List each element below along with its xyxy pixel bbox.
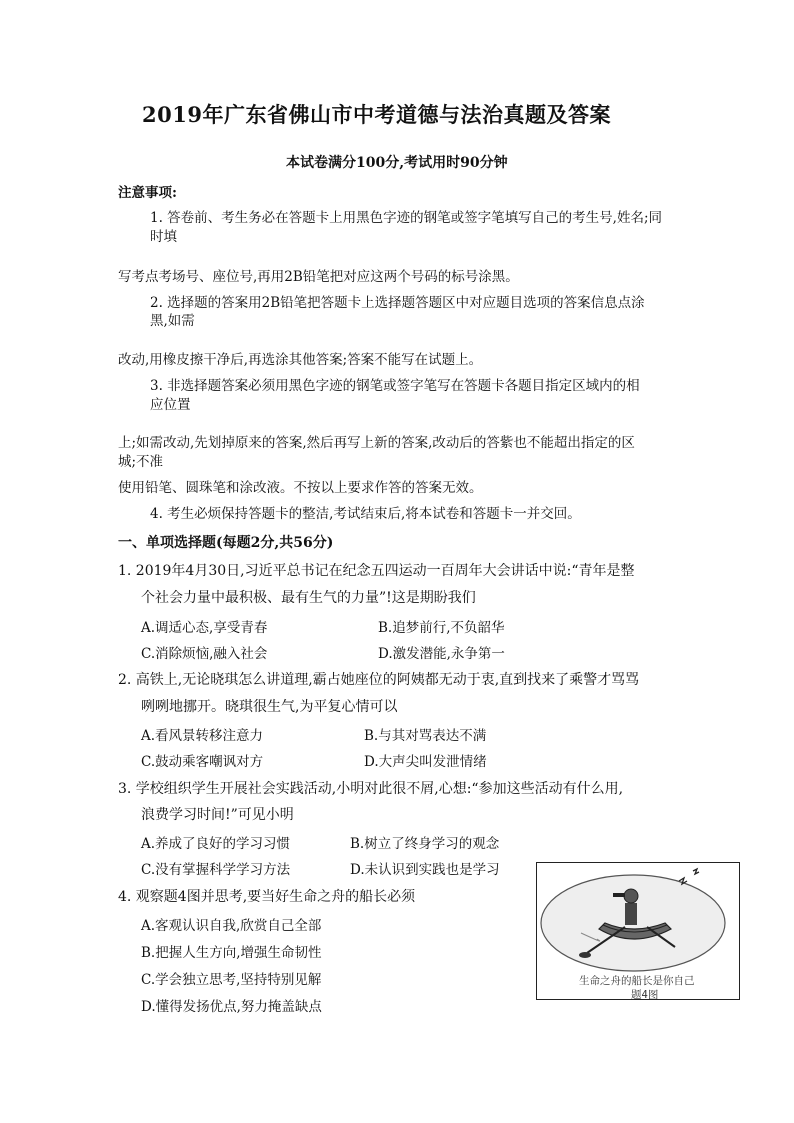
figure-caption-line-2: 题4图 (631, 989, 659, 1001)
q4-stem: 4. 观察题4图并思考,要当好生命之舟的船长必须 (118, 889, 416, 905)
section-heading: 一、单项选择题(每题2分,共56分) (118, 535, 334, 551)
q4-option-c: C.学会独立思考,坚持特别见解 (141, 972, 322, 988)
q1-option-b: B.追梦前行,不负韶华 (378, 620, 505, 636)
q1-stem-line-1: 1. 2019年4月30日,习近平总书记在纪念五四运动一百周年大会讲话中说:“青年是整 (118, 563, 635, 579)
q3-option-a: A.养成了良好的学习习惯 (141, 836, 291, 852)
figure-4 (536, 862, 740, 1000)
note-4: 4. 考生必烦保持答题卡的整洁,考试结束后,将本试卷和答题卡一并交回。 (150, 506, 581, 522)
q1-option-c: C.消除烦恼,融入社会 (141, 646, 268, 662)
q3-option-d: D.未认识到实践也是学习 (350, 862, 500, 878)
q3-option-c: C.没有掌握科学学习方法 (141, 862, 291, 878)
note-3-continued-3: 使用铅笔、圆珠笔和涂改液。不按以上要求作答的答案无效。 (118, 480, 483, 496)
q2-stem-line-2: 咧咧地挪开。晓琪很生气,为平复心情可以 (141, 699, 398, 715)
q2-option-c: C.鼓动乘客嘲讽对方 (141, 754, 264, 770)
q1-option-a: A.调适心态,享受青春 (141, 620, 268, 636)
note-1-line-2: 时填 (150, 229, 177, 245)
q3-stem-line-1: 3. 学校组织学生开展社会实践活动,小明对此很不屑,心想:“参加这些活动有什么用, (118, 781, 624, 797)
q4-option-b: B.把握人生方向,增强生命韧性 (141, 945, 322, 961)
note-2-line-2: 黑,如需 (150, 313, 195, 329)
note-2-line-1: 2. 选择题的答案用2B铅笔把答题卡上选择题答题区中对应题目选项的答案信息点涂 (150, 295, 645, 311)
note-1-continued: 写考点考场号、座位号,再用2B铅笔把对应这两个号码的标号涂黑。 (118, 269, 519, 285)
q3-stem-line-2: 浪费学习时间!”可见小明 (141, 807, 294, 823)
q1-option-d: D.激发潜能,永争第一 (378, 646, 505, 662)
note-3-line-1: 3. 非选择题答案必须用黑色字迹的钢笔或签字笔写在答题卡各题目指定区域内的相 (150, 378, 640, 394)
note-3-continued-2: 城;不准 (118, 454, 164, 470)
figure-caption-line-1: 生命之舟的船长是你自己 (579, 975, 695, 987)
q4-option-a: A.客观认识自我,欣赏自己全部 (141, 918, 322, 934)
q2-stem-line-1: 2. 高铁上,无论晓琪怎么讲道理,霸占她座位的阿姨都无动于衷,直到找来了乘警才骂骂 (118, 672, 640, 688)
q2-option-b: B.与其对骂表达不满 (364, 728, 487, 744)
q3-option-b: B.树立了终身学习的观念 (350, 836, 500, 852)
page-title: 2019年广东省佛山市中考道德与法治真题及答案 (142, 102, 611, 127)
notes-heading: 注意事项: (118, 185, 177, 201)
q2-option-d: D.大声尖叫发泄情绪 (364, 754, 487, 770)
q4-option-d: D.懂得发扬优点,努力掩盖缺点 (141, 999, 322, 1015)
exam-info: 本试卷满分100分,考试用时90分钟 (286, 155, 508, 171)
q1-stem-line-2: 个社会力量中最积极、最有生气的力量”!这是期盼我们 (141, 590, 476, 606)
q2-option-a: A.看风景转移注意力 (141, 728, 264, 744)
note-3-continued-1: 上;如需改动,先划掉原来的答案,然后再写上新的答案,改动后的答紫也不能超出指定的区 (118, 435, 635, 451)
note-2-continued: 改动,用橡皮擦干净后,再选涂其他答案;答案不能写在试题上。 (118, 352, 483, 368)
note-3-line-2: 应位置 (150, 397, 191, 413)
note-1-line-1: 1. 答卷前、考生务必在答题卡上用黑色字迹的钢笔或签字笔填写自己的考生号,姓名;同 (150, 210, 663, 226)
